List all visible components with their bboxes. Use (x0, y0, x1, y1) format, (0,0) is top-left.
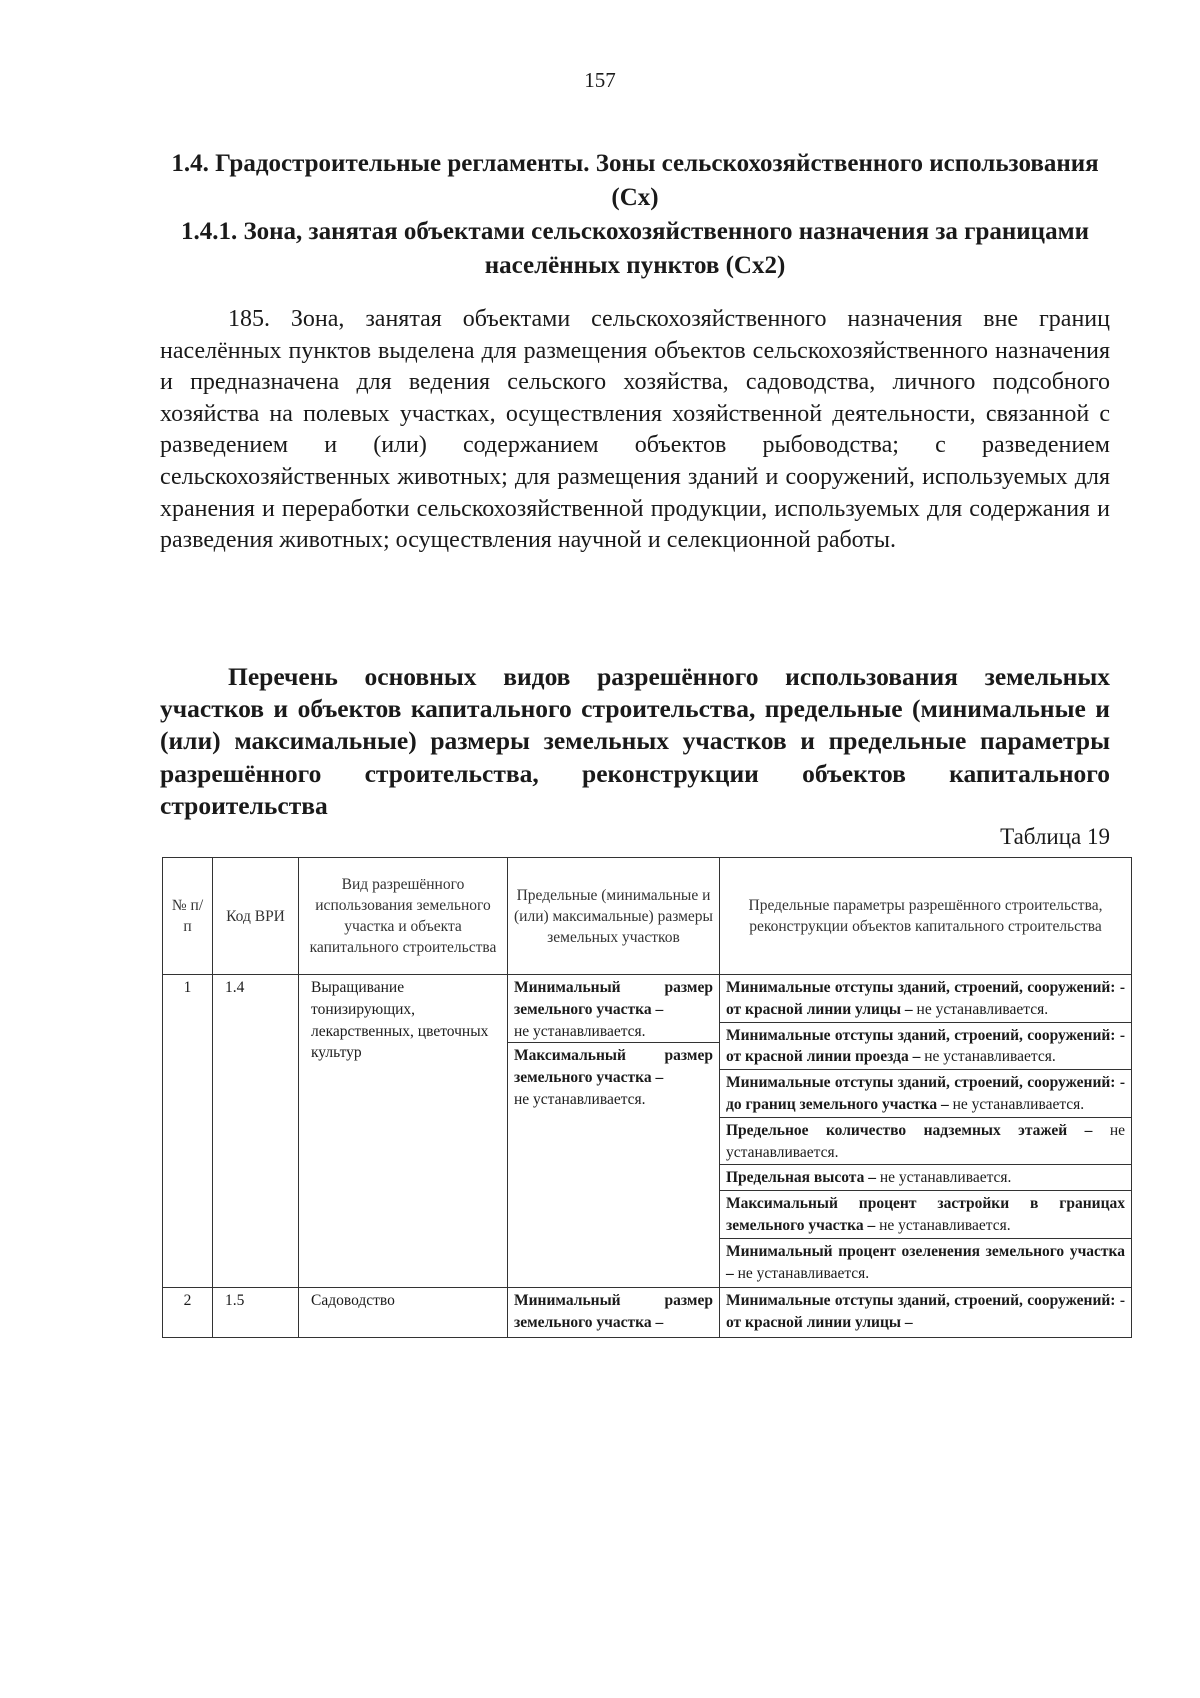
row-use-cell: Выращивание тонизирующих, лекарственных, цветочных культур (299, 975, 508, 1288)
param-value: не устанавливается. (916, 1000, 1049, 1018)
size-value: не устанавливается. (514, 1090, 646, 1108)
header-code: Код ВРИ (213, 858, 299, 975)
header-num: № п/п (163, 858, 213, 975)
subsection-heading: 1.4.1. Зона, занятая объектами сельскохозяйственного назначения за границами населённых пунктов (Сх2) (180, 218, 1090, 279)
param-label: Максимальный процент застройки в границах земельного участка – (726, 1195, 1125, 1234)
header-use: Вид разрешённого использования земельного участка и объекта капитального строительства (299, 858, 508, 975)
size-item (508, 1042, 719, 1112)
row-num-cell: 2 (163, 1288, 213, 1338)
row-sizes-cell (508, 975, 720, 1288)
param-item (726, 1290, 1125, 1335)
param-value: не устанавливается. (726, 1121, 1125, 1161)
param-label: Минимальные отступы зданий, строений, сооружений: - от красной линии проезда – (726, 1026, 1125, 1066)
size-label: Минимальный размер земельного участка – (514, 1292, 713, 1332)
row-params-cell (720, 1288, 1132, 1338)
param-value: не устанавливается. (737, 1264, 870, 1282)
header-params: Предельные параметры разрешённого строительства, реконструкции объектов капитального строительства (720, 858, 1132, 975)
param-item (720, 1022, 1131, 1070)
section-heading: 1.4. Градостроительные регламенты. Зоны сельскохозяйственного использования (Сх) (171, 150, 1099, 211)
param-label: Минимальные отступы зданий, строений, сооружений: - от красной линии улицы – (726, 1292, 1125, 1332)
table-label: Таблица 19 (1000, 824, 1110, 849)
param-label: Предельная высота – (726, 1169, 880, 1187)
permitted-use-list-title: Перечень основных видов разрешённого использования земельных участков и объектов капитального строительства, предельные (минимальные и (или) максимальные) размеры земельных участков и предельные параметры разрешённого строительства, реконструкции объектов капитального строительства (160, 662, 1110, 820)
param-item (726, 977, 1125, 1022)
param-item (720, 1164, 1131, 1190)
param-value: не устанавливается. (879, 1169, 1012, 1187)
param-value: не устанавливается. (879, 1216, 1011, 1234)
row-use-cell: Садоводство (299, 1288, 508, 1338)
param-label: Предельное количество надземных этажей – (726, 1121, 1110, 1139)
param-value: не устанавливается. (952, 1095, 1085, 1113)
param-item (720, 1069, 1131, 1117)
size-value: не устанавливается. (514, 1022, 646, 1040)
param-item (720, 1190, 1131, 1238)
size-item (514, 977, 713, 1042)
table-row (163, 1288, 1132, 1338)
size-label: Максимальный размер земельного участка – (514, 1047, 713, 1087)
param-label: Минимальные отступы зданий, строений, сооружений: - до границ земельного участка – (726, 1074, 1125, 1113)
zone-description-paragraph: 185. Зона, занятая объектами сельскохозяйственного назначения вне границ населённых пунктов выделена для размещения объектов сельскохозяйственного назначения и предназначена для ведения сельского хозяйства, садоводства, личного подсобного хозяйства на полевых участках, осуществления хозяйственной деятельности, связанной с разведением и (или) содержанием объектов рыбоводства; с разведением сельскохозяйственных животных; для размещения зданий и сооружений, используемых для хранения и переработки сельскохозяйственной продукции, используемых для содержания и разведения животных; осуществления научной и селекционной работы. (160, 306, 1110, 554)
table-header-row (163, 858, 1132, 975)
row-sizes-cell (508, 1288, 720, 1338)
size-item (514, 1290, 713, 1334)
param-label: Минимальные отступы зданий, строений, сооружений: - от красной линии улицы – (726, 979, 1125, 1018)
param-value: не устанавливается. (924, 1048, 1056, 1066)
param-item (720, 1238, 1131, 1286)
param-item (720, 1117, 1131, 1165)
row-code-cell: 1.4 (213, 975, 299, 1288)
table-row (163, 975, 1132, 1288)
table-body (163, 975, 1132, 1338)
size-label: Минимальный размер земельного участка – (514, 979, 713, 1018)
row-num-cell: 1 (163, 975, 213, 1288)
page-number: 157 (584, 68, 616, 92)
header-sizes: Предельные (минимальные и (или) максимальные) размеры земельных участков (508, 858, 720, 975)
param-label: Минимальный процент озеленения земельного участка – (726, 1242, 1125, 1282)
row-code-cell: 1.5 (213, 1288, 299, 1338)
permitted-use-table (162, 857, 1132, 1338)
row-params-cell (720, 975, 1132, 1288)
